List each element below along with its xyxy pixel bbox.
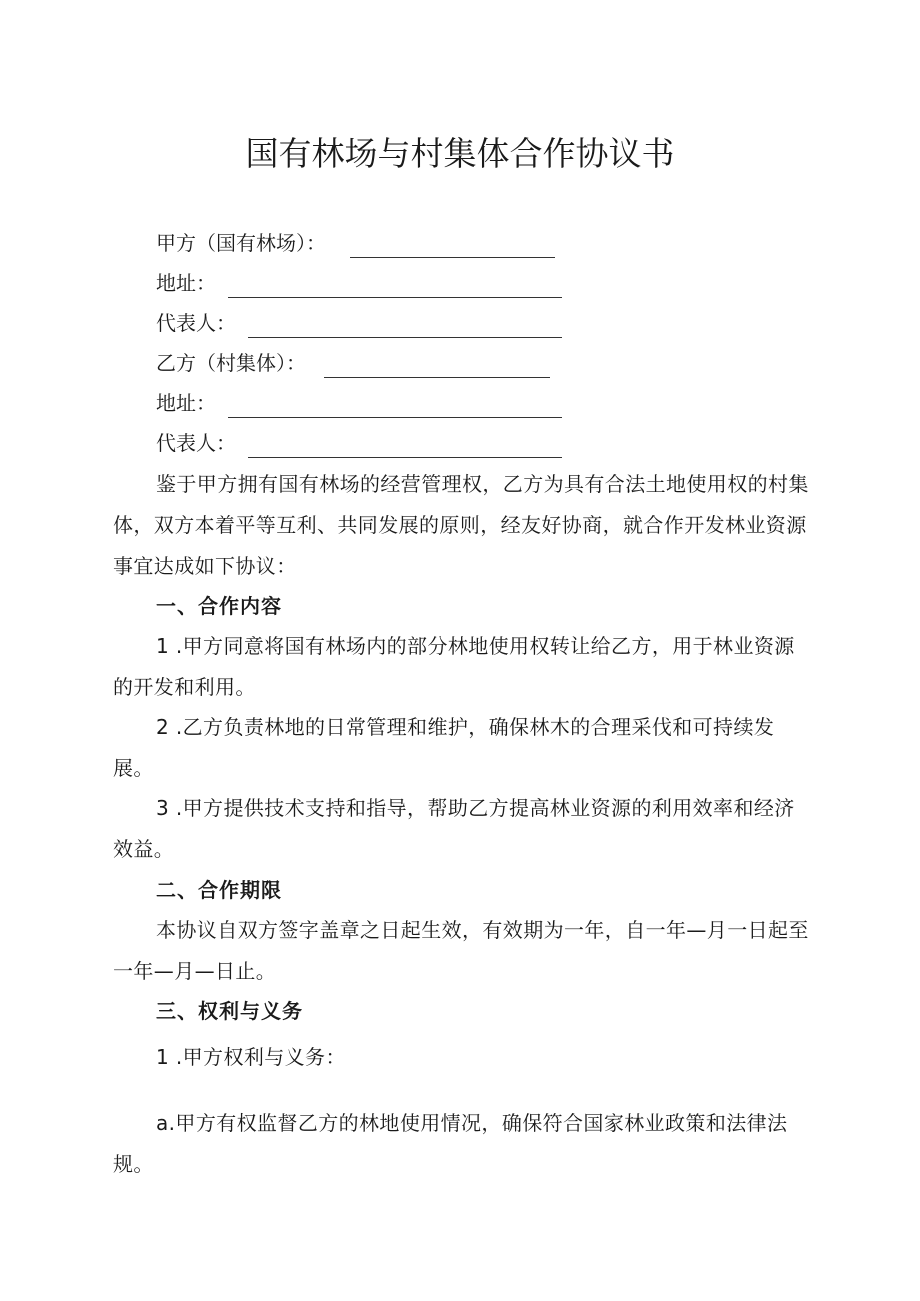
- section-2-heading: 二、合作期限: [156, 878, 282, 902]
- party-a-blank[interactable]: [350, 235, 555, 258]
- party-b-rep-blank[interactable]: [248, 435, 562, 458]
- party-b-address-blank[interactable]: [228, 395, 562, 418]
- section-1-item-2: 2 .乙方负责林地的日常管理和维护，确保林木的合理采伐和可持续发展。: [113, 715, 775, 780]
- party-a-rep-line: [156, 308, 562, 338]
- party-b-rep-label: 代表人：: [156, 431, 236, 455]
- party-a-rep-blank[interactable]: [248, 315, 562, 338]
- section-3-item-1: 1 .甲方权利与义务：: [156, 1045, 346, 1069]
- section-1-item-1: 1 .甲方同意将国有林场内的部分林地使用权转让给乙方，用于林业资源的开发和利用。: [113, 634, 795, 699]
- party-b-label: 乙方（村集体）：: [156, 351, 306, 375]
- party-a-line: [156, 228, 555, 258]
- party-a-address-line: [156, 268, 562, 298]
- party-a-address-blank[interactable]: [228, 275, 562, 298]
- section-3-item-a: a.甲方有权监督乙方的林地使用情况，确保符合国家林业政策和法律法规。: [113, 1111, 788, 1176]
- party-b-address-label: 地址：: [156, 391, 216, 415]
- party-a-rep-label: 代表人：: [156, 311, 236, 335]
- section-1-heading: 一、合作内容: [156, 594, 282, 618]
- party-a-address-label: 地址：: [156, 271, 216, 295]
- section-3-heading: 三、权利与义务: [156, 999, 303, 1023]
- document-title: 国有林场与村集体合作协议书: [245, 134, 675, 173]
- section-2-text: 本协议自双方签字盖章之日起生效，有效期为一年，自一年—月一日起至一年—月—日止。: [113, 918, 809, 983]
- preamble-paragraph: 鉴于甲方拥有国有林场的经营管理权，乙方为具有合法土地使用权的村集体，双方本着平等互利、共同发展的原则，经友好协商，就合作开发林业资源事宜达成如下协议：: [113, 472, 809, 578]
- party-b-rep-line: [156, 428, 562, 458]
- section-1-item-3: 3 .甲方提供技术支持和指导，帮助乙方提高林业资源的利用效率和经济效益。: [113, 796, 795, 861]
- party-b-line: [156, 348, 550, 378]
- party-b-address-line: [156, 388, 562, 418]
- party-a-label: 甲方（国有林场）：: [156, 231, 326, 255]
- party-b-blank[interactable]: [324, 355, 550, 378]
